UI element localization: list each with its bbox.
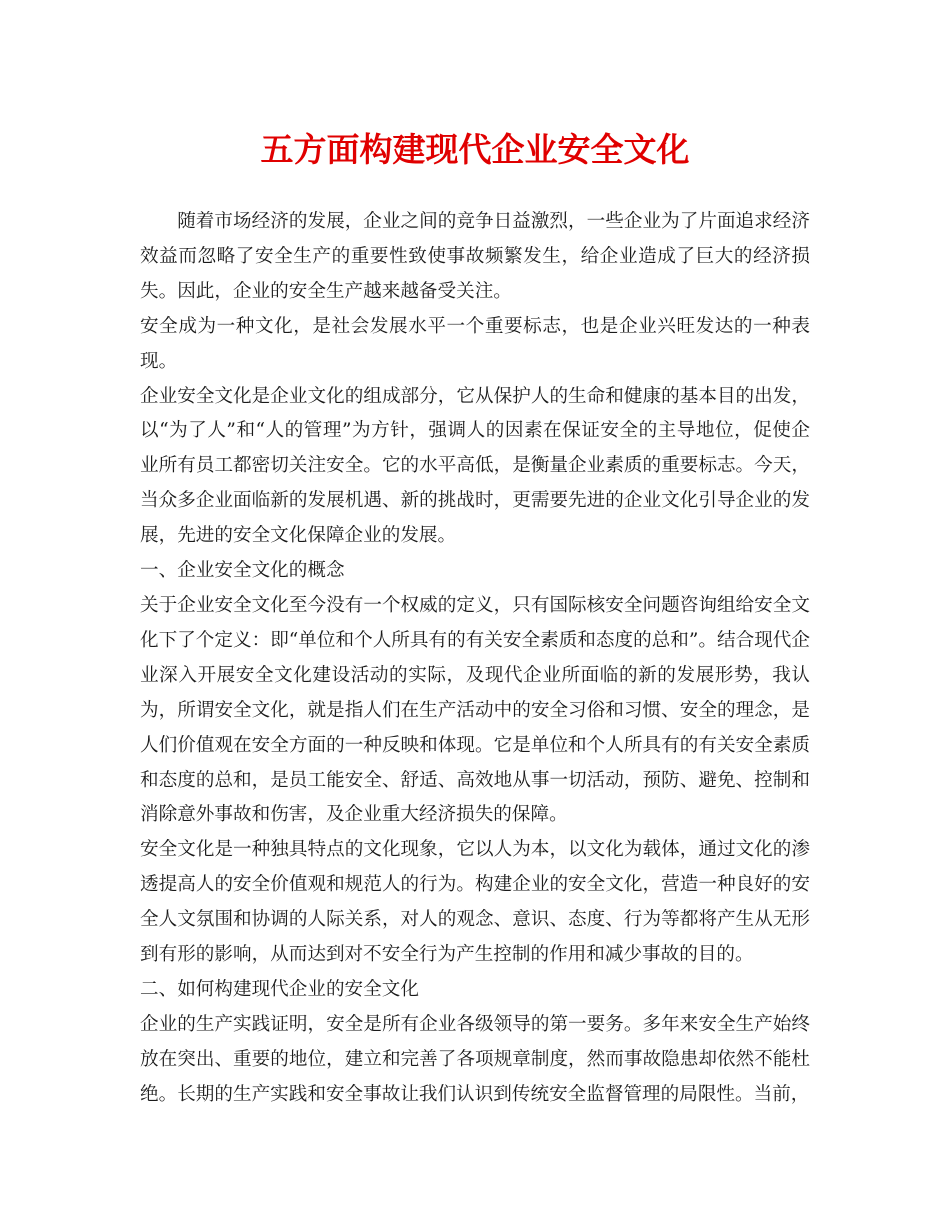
paragraph-definition: 关于企业安全文化至今没有一个权威的定义，只有国际核安全问题咨询组给安全文化下了个定义：即“单位和个人所具有的有关安全素质和态度的总和”。结合现代企业深入开展安全文化建设活动的实际，及现代企业所面临的新的发展形势，我认为，所谓安全文化，就是指人们在生产活动中的安全习俗和习惯、安全的理念，是人们价值观在安全方面的一种反映和体现。它是单位和个人所具有的有关安全素质和态度的总和，是员工能安全、舒适、高效地从事一切活动，预防、避免、控制和消除意外事故和伤害，及企业重大经济损失的保障。 bbox=[140, 594, 810, 826]
document-title: 五方面构建现代企业安全文化 bbox=[260, 130, 690, 169]
document-body bbox=[140, 205, 810, 1113]
paragraph-intro: 随着市场经济的发展，企业之间的竞争日益激烈，一些企业为了片面追求经济效益而忽略了安全生产的重要性致使事故频繁发生，给企业造成了巨大的经济损失。因此，企业的安全生产越来越备受关注。 bbox=[140, 211, 810, 302]
section-heading-how-to-build: 二、如何构建现代企业的安全文化 bbox=[140, 978, 419, 1000]
paragraph-enterprise-safety-culture: 企业安全文化是企业文化的组成部分，它从保护人的生命和健康的基本目的出发，以“为了人”和“人的管理”为方针，强调人的因素在保证安全的主导地位，促使企业所有员工都密切关注安全。它的水平高低，是衡量企业素质的重要标志。今天，当众多企业面临新的发展机遇、新的挑战时，更需要先进的企业文化引导企业的发展，先进的安全文化保障企业的发展。 bbox=[140, 385, 810, 547]
section-heading-concept: 一、企业安全文化的概念 bbox=[140, 560, 345, 582]
paragraph-production-practice: 企业的生产实践证明，安全是所有企业各级领导的第一要务。多年来安全生产始终放在突出、重要的地位，建立和完善了各项规章制度，然而事故隐患却依然不能杜绝。长期的生产实践和安全事故让我们认识到传统安全监督管理的局限性。当前， bbox=[140, 1013, 810, 1105]
paragraph-safety-culture: 安全成为一种文化，是社会发展水平一个重要标志，也是企业兴旺发达的一种表现。 bbox=[140, 315, 810, 372]
paragraph-cultural-phenomenon: 安全文化是一种独具特点的文化现象，它以人为本，以文化为载体，通过文化的渗透提高人的安全价值观和规范人的行为。构建企业的安全文化，营造一种良好的安全人文氛围和协调的人际关系，对人的观念、意识、态度、行为等都将产生从无形到有形的影响，从而达到对不安全行为产生控制的作用和减少事故的目的。 bbox=[140, 839, 810, 966]
